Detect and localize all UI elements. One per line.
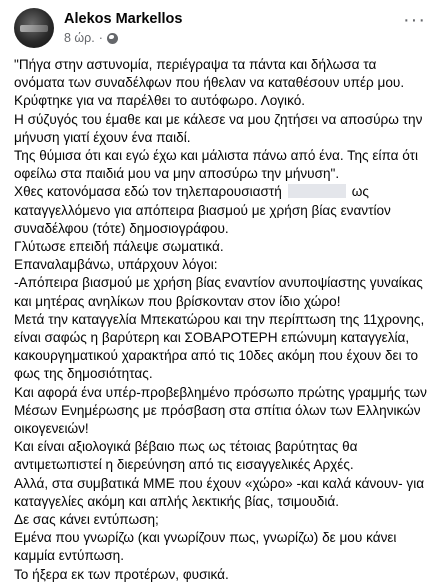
post-meta [64,10,182,46]
post-text-line: καμμία εντύπωση. [14,548,124,564]
post-text-fragment: Χθες κατονόμασα εδώ τον τηλεπαρουσιαστή [14,184,282,200]
post-text-line: Γλύτωσε επειδή πάλεψε σωματικά. [14,239,224,255]
post-body [14,56,432,584]
post-text-line: καταγγελίες ακόμη και απλής λεκτικής βίας, τσιμουδιά. [14,493,339,509]
post-text-line: Η σύζυγός του έμαθε και με κάλεσε να μου ζητήσει να αποσύρω την [14,111,423,127]
post-text-line: Δε σας κάνει εντύπωση; [14,512,159,528]
author-name[interactable]: Alekos Markellos [64,11,183,27]
post-text-line: Και αφορά ένα υπέρ-προβεβλημένο πρόσωπο πρώτης γραμμής των [14,384,427,400]
post-header [14,8,182,48]
post-text-line: αντιμετωπιστεί η διερεύνηση από τις εισαγγελικές Αρχές. [14,457,354,473]
post-text-line: κακουργηματικού χαρακτήρα από τις 10δες ακόμη που έχουν δει το [14,348,419,364]
post-text-line: Το ήξερα εκ των προτέρων, φυσικά. [14,566,229,582]
post-text-line-with-redaction [14,183,432,201]
post-text-line: Της θύμισα ότι και εγώ έχω και μάλιστα πάνω από ένα. Της είπα ότι [14,148,419,164]
more-options-icon[interactable]: ··· [403,9,426,31]
timestamp-row [64,30,182,46]
post-text-line: Εμένα που γνωρίζω (και γνωρίζουν πως, γνωρίζω) δε μου κάνει [14,530,397,546]
post-text-line: Μετά την καταγγελία Μπεκατώρου και την περίπτωση της 11χρονης, [14,311,425,327]
post-text-line: μήνυση γιατί έχουν ένα παιδί. [14,129,191,145]
post-text-line: είναι σαφώς η βαρύτερη και ΣΟΒΑΡΟΤΕΡΗ επώνυμη καταγγελία, [14,330,410,346]
post-text-line: Αλλά, στα συμβατικά ΜΜΕ που έχουν «χώρο» -και καλά κάνουν- για [14,475,425,491]
post-text-line: και μητέρας ανηλίκων που βρίσκονταν στον ίδιο χώρο! [14,293,341,309]
post-text-line: Κρύφτηκε για να παρέλθει το αυτόφωρο. Λογικό. [14,93,306,109]
post-text-line: καταγγελλόμενο για απόπειρα βιασμού με χρήση βίας εναντίον [14,202,391,218]
post-text-line: -Απόπειρα βιασμού με χρήση βίας εναντίον ανυποψίαστης γυναίκας [14,275,423,291]
post-text-line: οφείλω στα παιδιά μου να μην αποσύρω την μήνυση". [14,166,340,182]
post-text-line: Μέσων Ενημέρωσης με πρόσβαση στα σπίτια όλων των Ελληνικών [14,402,421,418]
globe-icon[interactable] [107,33,118,44]
post-time[interactable]: 8 ώρ. [64,31,95,45]
post-text-line: φως της δημοσιότητας. [14,366,153,382]
post-text-fragment: ως [351,184,369,200]
post-text-line: Και είναι αξιολογικά βέβαιο πως ως τέτοιας βαρύτητας θα [14,439,358,455]
post-text-line: ονόματα των συναδέλφων που ήθελαν να καταθέσουν υπέρ μου. [14,75,405,91]
separator-dot: · [98,31,103,45]
avatar[interactable] [14,8,54,48]
redacted-name [288,184,346,198]
post-text-line: οικογενειών! [14,421,89,437]
post-text-line: Επαναλαμβάνω, υπάρχουν λόγοι: [14,257,218,273]
post-text-line: συναδέλφου (τότε) δημοσιογράφου. [14,220,229,236]
post-text-line: "Πήγα στην αστυνομία, περιέγραψα τα πάντα και δήλωσα τα [14,57,377,72]
